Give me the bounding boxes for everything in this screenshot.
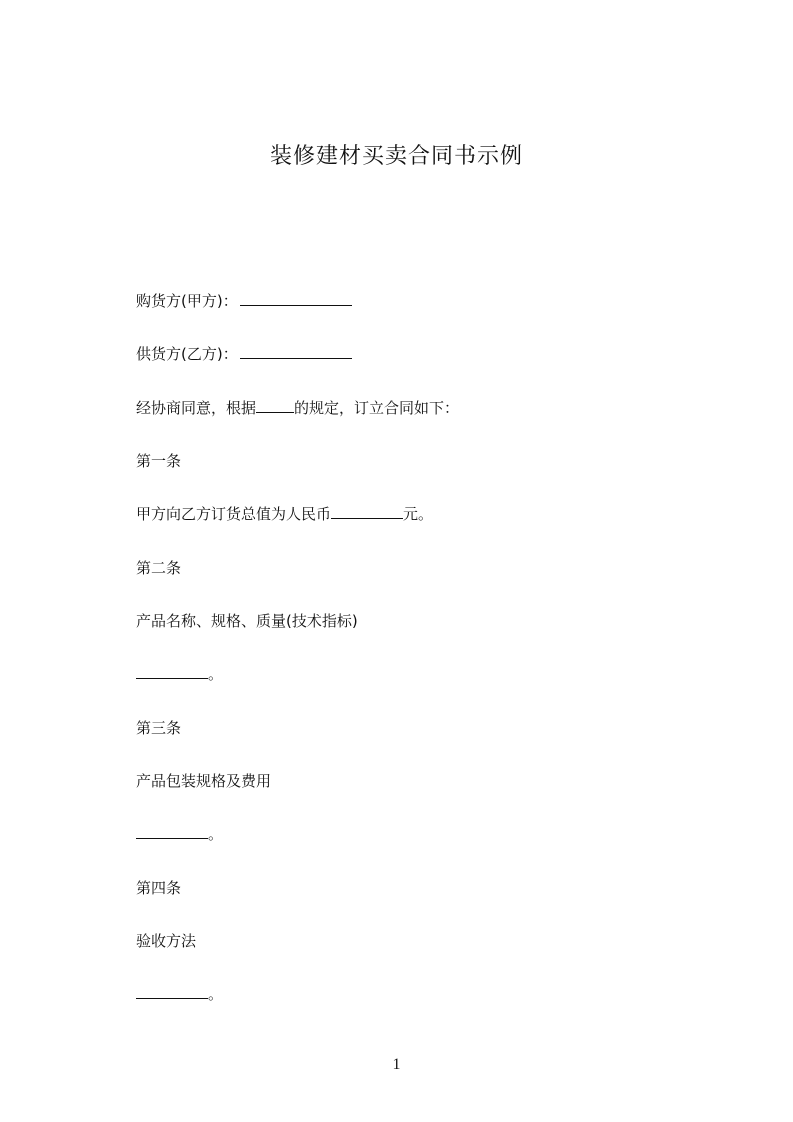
seller-blank xyxy=(240,344,352,359)
law-blank xyxy=(256,398,294,413)
article-1-before: 甲方向乙方订货总值为人民币 xyxy=(136,505,332,523)
article-4-blank xyxy=(136,984,208,999)
buyer-line xyxy=(136,290,352,312)
article-2-fill-end: 。 xyxy=(208,665,224,683)
page-number: 1 xyxy=(392,1056,401,1073)
article-3-heading: 第三条 xyxy=(136,719,182,737)
article-3-fill xyxy=(136,823,223,845)
article-2-heading: 第二条 xyxy=(136,559,182,577)
article-3-fill-end: 。 xyxy=(208,825,224,843)
article-4-fill-end: 。 xyxy=(208,985,224,1003)
intro-before: 经协商同意，根据 xyxy=(136,399,257,417)
article-2-text: 产品名称、规格、质量(技术指标) xyxy=(136,612,358,630)
article-4-fill xyxy=(136,983,223,1005)
seller-label: 供货方(乙方)： xyxy=(136,345,238,363)
article-1-heading: 第一条 xyxy=(136,452,182,470)
amount-blank xyxy=(331,504,403,519)
intro-line xyxy=(136,397,459,419)
seller-line xyxy=(136,343,352,365)
document-title: 装修建材买卖合同书示例 xyxy=(269,144,523,169)
article-1-text xyxy=(136,503,433,525)
article-3-blank xyxy=(136,824,208,839)
article-2-blank xyxy=(136,664,208,679)
article-1-after: 元。 xyxy=(403,505,434,523)
article-4-heading: 第四条 xyxy=(136,879,182,897)
intro-after: 的规定，订立合同如下： xyxy=(294,399,460,417)
buyer-label: 购货方(甲方)： xyxy=(136,292,238,310)
article-3-text: 产品包装规格及费用 xyxy=(136,772,272,790)
article-2-fill xyxy=(136,663,223,685)
buyer-blank xyxy=(240,291,352,306)
article-4-text: 验收方法 xyxy=(136,932,197,950)
